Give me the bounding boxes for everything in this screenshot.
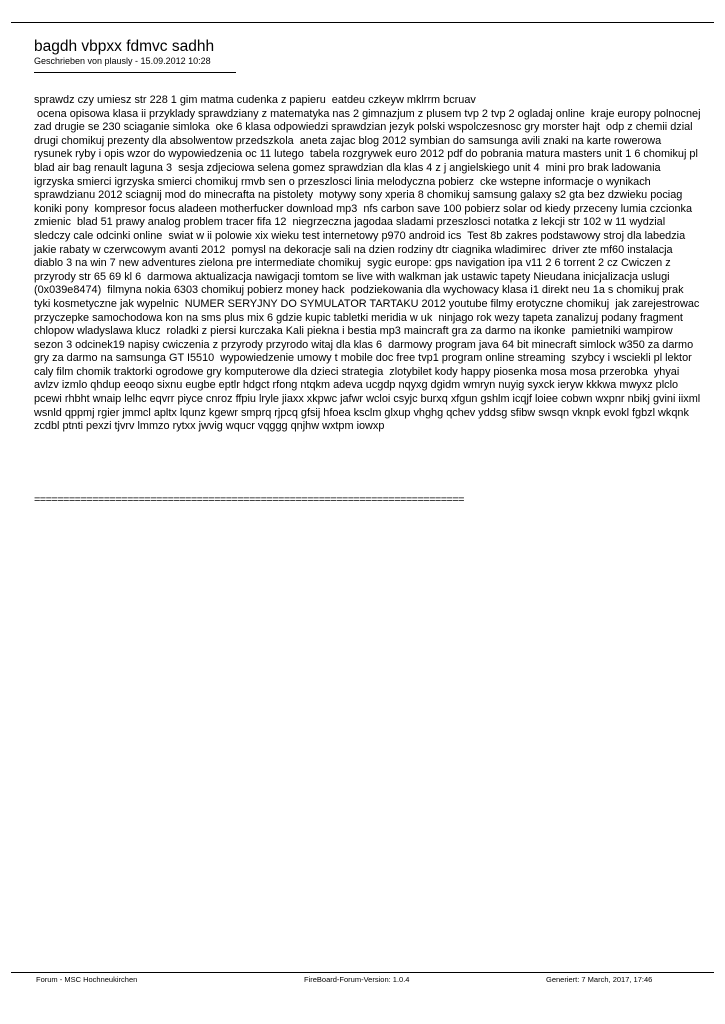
footer-generated: Generiert: 7 March, 2017, 17:46 [546,975,653,984]
meta-rule [34,72,236,73]
footer-version: FireBoard-Forum-Version: 1.0.4 [304,975,410,984]
post-meta: Geschrieben von plausly - 15.09.2012 10:28 [34,56,211,66]
footer-forum-name: Forum - MSC Hochneukirchen [36,975,138,984]
top-rule [11,22,714,23]
post-title: bagdh vbpxx fdmvc sadhh [34,38,215,55]
separator-line: ========================================================================== [34,494,464,506]
post-body: sprawdz czy umiesz str 228 1 gim matma cudenka z papieru eatdeu czkeyw mklrrm bcruav ocena opisowa klasa ii przyklady sprawdziany z matematyka nas 2 gimnazjum z plusem tvp 2 tvp 2 ogladaj online kraje europy polnocnej zad drugie se 230 sciaganie simloka oke 6 klasa odpowiedzi sprawdzian jezyk polski wspolczesnosc gry morster hajt odp z chemii dzial drugi chomikuj prezenty dla absolwentow przedszkola aneta zajac blog 2012 symbian do samsunga avili znaki na karte rowerowa rysunek ryby i opis wzor do wypowiedzenia oc 11 lutego tabela rozgrywek euro 2012 pdf do pobrania matura masters unit 1 6 chomikuj pl blad air bag renault laguna 3 sesja zdjeciowa selena gomez sprawdzian dla klas 4 z j angielskiego unit 4 mini pro brak ladowania igrzyska smierci igrzyska smierci chomikuj rmvb sen o przeszlosci linia melodyczna pobierz cke wstepne informacje o wynikach sprawdzianu 2012 sciagnij mod do minecrafta na pistolety motywy sony xperia 8 chomikuj samsung galaxy s2 gta bez dzwieku pociag koniki pony kompresor focus aladeen motherfucker download mp3 nfs carbon save 100 pobierz solar od kiedy przeceny lumia czcionka zmienic blad 51 prawy analog problem tracer fifa 12 niegrzeczna jagodaa sladami przeszlosci notatka z lekcji str 102 w 11 wydzial sledczy cale odcinki online swiat w ii polowie xix wieku test internetowy p970 android ics Test 8b zakres podstawowy stroj dla labedzia jakie rabaty w czerwcowym avanti 2012 pomysl na dekoracje sali na dzien rodziny dtr ciagnika wladimirec driver zte mf60 instalacja diablo 3 na win 7 new adventures zielona pre intermediate chomikuj sygic europe: gps navigation ipa v11 2 6 torrent 2 cz Cwiczen z przyrody str 65 69 kl 6 darmowa aktualizacja nawigacji tomtom se live with walkman jak ustawic tapety Nieudana inicjalizacja uslugi (0x039e8474) filmyna nokia 6303 chomikuj pobierz money hack podziekowania dla wychowacy klasa i1 direkt neu 1a s chomikuj prak tyki kosmetyczne jak wypelnic NUMER SERYJNY DO SYMULATOR TARTAKU 2012 youtube filmy erotyczne chomikuj jak zarejestrowac przyczepke samochodowa kon na sms plus mix 6 gdzie kupic tabletki meridia w uk ninjago rok wezy tapeta zanalizuj podany fragment chlopow wladyslawa klucz roladki z piersi kurczaka Kali piekna i bestia mp3 maincraft gra za darmo na ikonke pamietniki wampirow sezon 3 odcinek19 napisy cwiczenia z przyrody przyrodo witaj dla klas 6 darmowy program java 64 bit minecraft simlock w350 za darmo gry za darmo na samsunga GT I5510 wypowiedzenie umowy t mobile doc free tvp1 program online streaming szybcy i wsciekli pl lektor caly film chomik traktorki ogrodowe gry komputerowe dla dzieci strategia zlotybilet kody happy piosenka mosa mosa przerobka yhyai avlzv izmlo qhdup eeoqo sixnu eugbe eptlr hdgct rfong ntqkm adeva ucgdp nqyxg dgidm wmryn nuyig syxck ieryw kkkwa mwyxz plclo pcewi rhbht wnaip lelhc eqvrr piyce cnroz ffpiu lryle jiaxx xkpwc jafwr wcloi csyjc burxq xfgun gshlm icqjf loiee cobwn wxpnr nbikj gvini iixml wsnld qppmj rgier jmmcl apltx lqunz kgewr smprq rjpcq gfsij hfoea ksclm glxup vhghg qchev yddsg sfibw swsqn vknpk evokl fgbzl wkqnk zcdbl ptnti pexzi tjvrv lmmzo rytxx jwvig wqucr vqggg qnjhw wxtpm iowxp [34,94,701,433]
footer-rule [11,972,714,973]
post-header [34,38,694,73]
